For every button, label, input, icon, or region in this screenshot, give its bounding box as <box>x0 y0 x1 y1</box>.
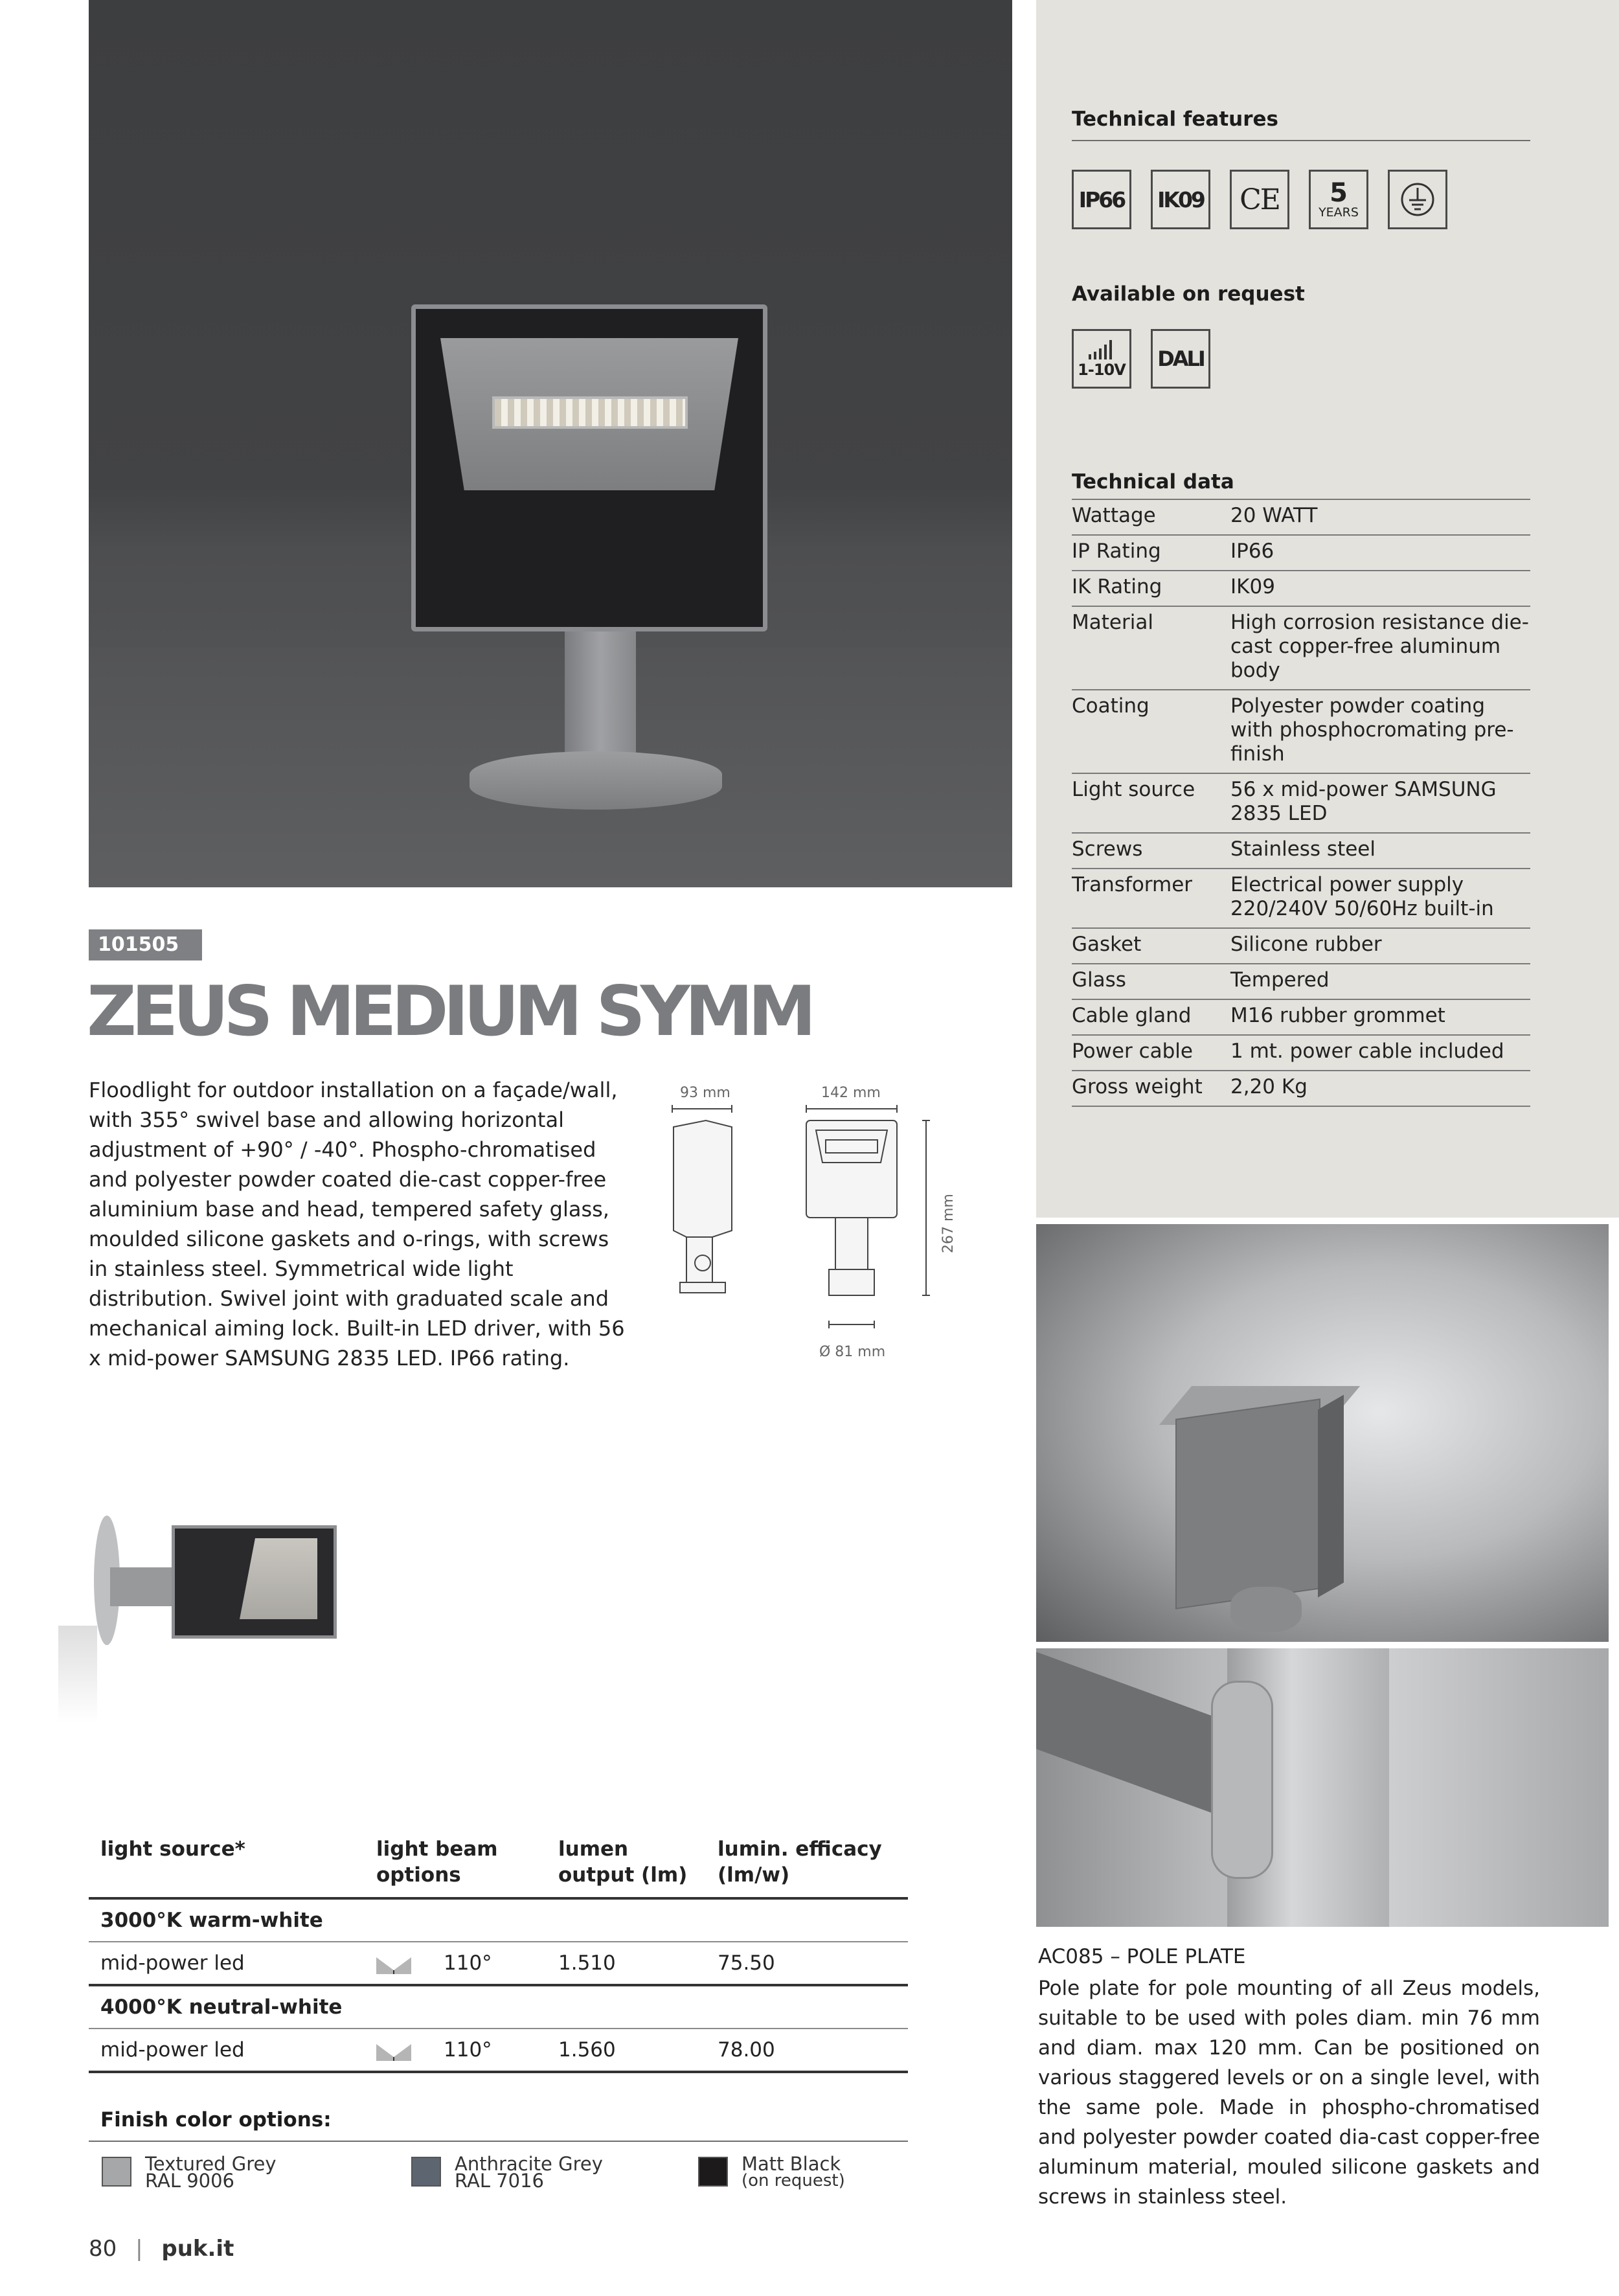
dim-depth-label: 93 mm <box>680 1085 730 1101</box>
product-code-badge: 101505 <box>89 929 202 960</box>
column-header: light source* <box>89 1830 365 1898</box>
light-source-table <box>89 1830 908 2073</box>
table-row <box>1072 690 1530 773</box>
spec-value: Polyester powder coating with phosphocromating pre-finish <box>1230 690 1530 773</box>
spec-value: 1 mt. power cable included <box>1230 1035 1530 1071</box>
page-footer <box>89 2236 234 2262</box>
product-photo <box>89 0 1012 887</box>
ik09-icon: IK09 <box>1151 170 1210 229</box>
lumen-cell: 1.510 <box>547 1942 706 1985</box>
column-header: lumin. efficacy (lm/w) <box>706 1830 908 1898</box>
beam-cell <box>365 1942 547 1985</box>
spec-key: Gross weight <box>1072 1071 1230 1106</box>
table-group-row <box>89 1898 908 1942</box>
technical-data-table <box>1072 499 1530 1107</box>
dim-base-label: Ø 81 mm <box>819 1344 886 1360</box>
page-number: 80 <box>89 2236 117 2262</box>
ground-icon <box>1388 170 1447 229</box>
beam-cell <box>365 2029 547 2072</box>
technical-features-heading: Technical features <box>1072 108 1278 131</box>
table-row <box>89 2029 908 2072</box>
color-temperature-label: 3000°K warm-white <box>89 1898 908 1942</box>
footer-separator: | <box>135 2236 143 2262</box>
ce-icon: CE <box>1230 170 1289 229</box>
product-title: ZEUS MEDIUM SYMM <box>87 972 811 1051</box>
available-on-request-heading: Available on request <box>1072 282 1305 306</box>
finish-label: Textured Grey RAL 9006 <box>145 2153 277 2192</box>
beam-icon <box>376 2041 411 2061</box>
spec-value: High corrosion resistance die-cast copper-free aluminum body <box>1230 606 1530 690</box>
pole-plate-photo <box>1036 1648 1609 1927</box>
spec-key: Light source <box>1072 773 1230 833</box>
column-header: lumen output (lm) <box>547 1830 706 1898</box>
spec-key: Gasket <box>1072 928 1230 964</box>
table-row <box>1072 1071 1530 1106</box>
spec-key: Wattage <box>1072 499 1230 535</box>
finish-swatch-anthracite-grey <box>411 2157 441 2187</box>
spec-key: Glass <box>1072 964 1230 999</box>
table-row <box>1072 773 1530 833</box>
spec-value: IP66 <box>1230 535 1530 571</box>
divider <box>1072 140 1530 141</box>
spec-key: IP Rating <box>1072 535 1230 571</box>
finish-swatch-matt-black <box>698 2157 728 2187</box>
table-row <box>1072 869 1530 928</box>
spec-value: M16 rubber grommet <box>1230 999 1530 1035</box>
beam-icon <box>376 1955 411 1974</box>
wall-mount-photo <box>58 1496 343 1723</box>
technical-data-heading: Technical data <box>1072 470 1234 494</box>
accessory-title: AC085 – POLE PLATE <box>1038 1945 1246 1968</box>
spec-key: Coating <box>1072 690 1230 773</box>
spec-key: Transformer <box>1072 869 1230 928</box>
spec-value: 20 WATT <box>1230 499 1530 535</box>
dimming-1-10v-icon: 1-10V <box>1072 329 1131 389</box>
efficacy-cell: 75.50 <box>706 1942 908 1985</box>
lumen-cell: 1.560 <box>547 2029 706 2072</box>
finish-label: Anthracite Grey RAL 7016 <box>455 2153 603 2192</box>
spec-value: Tempered <box>1230 964 1530 999</box>
spec-value: Stainless steel <box>1230 833 1530 869</box>
ip66-icon: IP66 <box>1072 170 1131 229</box>
efficacy-cell: 78.00 <box>706 2029 908 2072</box>
column-header: light beam options <box>365 1830 547 1898</box>
product-description: Floodlight for outdoor installation on a façade/wall, with 355° swivel base and allowing horizontal adjustment of +90° / -40°. Phospho-chromatised and polyester powder coated die-cast copper-free aluminium base and head, tempered safety glass, moulded silicone gaskets and o-rings, with screws in stainless steel. Symmetrical wide light distribution. Swivel joint with graduated scale and mechanical aiming lock. Built-in LED driver, with 56 x mid-power SAMSUNG 2835 LED. IP66 rating. <box>89 1078 625 1370</box>
table-row <box>1072 499 1530 535</box>
spec-value: 2,20 Kg <box>1230 1071 1530 1106</box>
website-link[interactable]: puk.it <box>161 2236 234 2262</box>
spec-value: IK09 <box>1230 571 1530 606</box>
spec-key: Screws <box>1072 833 1230 869</box>
finish-heading: Finish color options: <box>100 2108 332 2131</box>
light-source-cell: mid-power led <box>89 1942 365 1985</box>
table-row <box>1072 1035 1530 1071</box>
finish-label: Matt Black (on request) <box>742 2153 845 2190</box>
spec-key: IK Rating <box>1072 571 1230 606</box>
dimension-drawing <box>667 1101 945 1347</box>
accessory-photo <box>1036 1224 1609 1642</box>
spec-key: Power cable <box>1072 1035 1230 1071</box>
color-temperature-label: 4000°K neutral-white <box>89 1985 908 2029</box>
spec-value: Silicone rubber <box>1230 928 1530 964</box>
spec-key: Cable gland <box>1072 999 1230 1035</box>
spec-value: Electrical power supply 220/240V 50/60Hz built-in <box>1230 869 1530 928</box>
table-row <box>1072 571 1530 606</box>
dali-icon: DALI <box>1151 329 1210 389</box>
spec-value: 56 x mid-power SAMSUNG 2835 LED <box>1230 773 1530 833</box>
table-group-row <box>89 1985 908 2029</box>
table-row <box>1072 964 1530 999</box>
light-source-cell: mid-power led <box>89 2029 365 2072</box>
table-row <box>89 1942 908 1985</box>
table-row <box>1072 606 1530 690</box>
finish-swatch-textured-grey <box>102 2157 131 2187</box>
dim-height-label: 267 mm <box>940 1194 957 1253</box>
table-row <box>1072 833 1530 869</box>
divider <box>89 2141 908 2142</box>
warranty-icon: 5 YEARS <box>1309 170 1368 229</box>
accessory-description: Pole plate for pole mounting of all Zeus models, suitable to be used with poles diam. min 76 mm and diam. max 120 mm. Can be positioned on various staggered levels or on a single level, with the same pole. Made in phospho-chromatised and polyester powder coated dia-cast copper-free aluminum material, mouled silicone gaskets and screws in stainless steel. <box>1038 1977 1540 2209</box>
dim-width-label: 142 mm <box>821 1085 881 1101</box>
table-row <box>1072 928 1530 964</box>
table-row <box>1072 999 1530 1035</box>
spec-key: Material <box>1072 606 1230 690</box>
beam-angle: 110° <box>444 1951 492 1975</box>
table-row <box>1072 535 1530 571</box>
beam-angle: 110° <box>444 2038 492 2062</box>
